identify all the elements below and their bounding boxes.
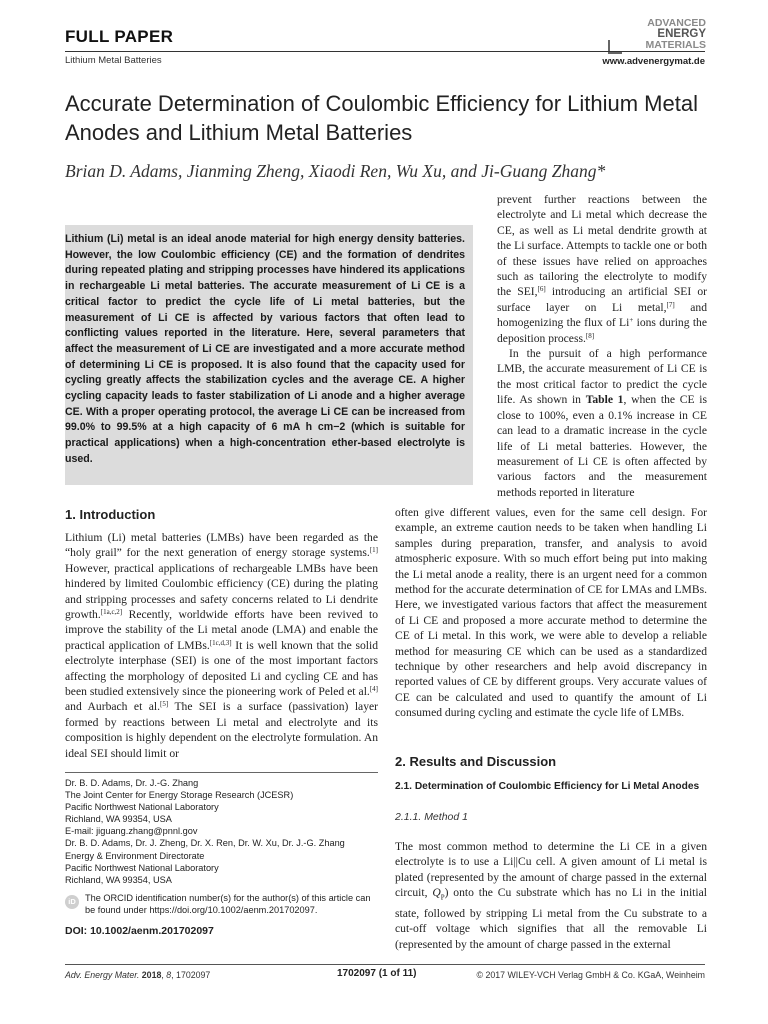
affiliation-line: Dr. B. D. Adams, Dr. J. Zheng, Dr. X. Ren, Dr. W. Xu, Dr. J.-G. Zhang <box>65 838 345 849</box>
affiliation-line: Richland, WA 99354, USA <box>65 874 172 885</box>
copyright-notice: © 2017 WILEY-VCH Verlag GmbH & Co. KGaA, Weinheim <box>476 970 705 980</box>
citation-link[interactable]: [7] <box>666 300 675 309</box>
logo-line-2: ENERGY <box>657 28 706 40</box>
table-reference-link[interactable]: Table 1 <box>585 393 624 407</box>
section-label: Lithium Metal Batteries <box>65 55 162 66</box>
citation-link[interactable]: [6] <box>537 285 546 294</box>
citation-link[interactable]: [1a,c,2] <box>100 608 123 617</box>
abstract-text: Lithium (Li) metal is an ideal anode material for high energy density batteries. However, the low Coulombic efficiency (CE) and the formation of dendrites during repeated plating and stripping processes have hindered its applications in rechargeable Li metal batteries. The accurate measurement of Li CE is a critical factor to predict the cycle life of Li metal batteries, but the measurement of Li CE is affected by various factors that often lead to conflicting values reported in the literature. Here, several parameters that affect the measurement of Li CE are investigated and a more accurate method of determining Li CE is proposed. It is also found that the capacity used for cycling greatly affects the stabilization cycles and the average CE. A higher cycling capacity leads to faster stabilization of Li anode and a higher average CE. With a proper operating protocol, the average Li CE can be increased from 99.0% to 99.5% at a high capacity of 6 mA h cm−2 (which is suitable for practical applications) when a high-concentration ether-based electrolyte is used. <box>65 233 465 465</box>
email-link[interactable]: E-mail: jiguang.zhang@pnnl.gov <box>65 826 198 837</box>
journal-url-link[interactable]: www.advenergymat.de <box>602 56 705 67</box>
right-column-top <box>497 192 707 500</box>
orcid-text[interactable]: The ORCID identification number(s) for the author(s) of this article can be found under https://doi.org/10.1002/aenm.201702097. <box>85 893 371 915</box>
footer-citation: Adv. Energy Mater. 2018, 8, 1702097 <box>65 970 211 980</box>
citation-link[interactable]: [8] <box>585 331 595 340</box>
paragraph: In the pursuit of a high performance LMB, the accurate measurement of Li CE is the most critical factor to predict the cycle life. As shown in Table 1, when the CE is close to 100%, even a 0.1% increase in CE can lead to a dramatic increase in the cycle life of Li metal batteries. However, the measurement of Li CE is often affected by various factors and the measurement methods reported in literature <box>497 347 707 499</box>
citation-link[interactable]: [5] <box>160 700 169 709</box>
section-heading-introduction: 1. Introduction <box>65 507 156 522</box>
section-heading-results: 2. Results and Discussion <box>395 754 557 769</box>
paragraph: prevent further reactions between the electrolyte and Li metal which decrease the CE, as well as Li metal dendrite growth at the Li surface. Attempts to tackle one or both of these issues have relied on approaches such as tailoring the electrolyte to modify the SEI,[6] introducing an artificial SEI or surface layer on Li metal,[7] and homogenizing the flux of Li+ ions during the deposition process.[8] <box>497 193 708 345</box>
article-type-label: FULL PAPER <box>65 27 174 46</box>
doi-link[interactable]: DOI: 10.1002/aenm.201702097 <box>65 925 214 937</box>
journal-logo <box>608 18 706 54</box>
affiliation-line: The Joint Center for Energy Storage Research (JCESR) <box>65 790 294 801</box>
affiliation-line: Pacific Northwest National Laboratory <box>65 802 219 813</box>
header-divider <box>65 51 705 52</box>
affiliation-divider <box>65 772 378 773</box>
affiliation-line: Dr. B. D. Adams, Dr. J.-G. Zhang <box>65 778 199 788</box>
introduction-paragraph: Lithium (Li) metal batteries (LMBs) have been regarded as the “holy grail” for the next generation of energy storage systems.[1] However, practical applications of rechargeable LMBs have been hindered by limited Coulombic efficiency (CE) during the plating and stripping processes and safety concerns related to Li dendrite growth.[1a,c,2] Recently, worldwide efforts have been revived to improve the stability of the Li metal anode (LMA) and enable the practical application of LMBs.[1c,d,3] It is well known that the solid electrolyte interphase (SEI) is one of the most important factors affecting the morphology of deposited Li and cycling CE and has been studied extensively since the pioneering work of Peled et al.[4] and Aurbach et al.[5] The SEI is a surface (passivation) layer formed by reactions between Li metal and electrolyte and its composition is highly dependent on the electrolyte formulation. An ideal SEI should limit or <box>65 531 379 760</box>
method1-paragraph: The most common method to determine the Li CE in a given electrolyte is to use a Li||Cu cell. A given amount of Li metal is plated (represented by the amount of charge passed in the external circuit, $Q_P$) onto the Cu substrate which has no Li in the initial state, followed by stripping Li metal from the Cu substrate to a cut-off voltage which signifies that all the removable Li (represented by the amount of charge passed in the external <box>395 840 707 951</box>
subsubsection-heading: 2.1.1. Method 1 <box>395 811 468 823</box>
orcid-icon: iD <box>65 895 79 909</box>
author-list: Brian D. Adams, Jianming Zheng, Xiaodi Ren, Wu Xu, and Ji-Guang Zhang* <box>65 161 606 181</box>
logo-line-1: ADVANCED <box>647 17 706 29</box>
paper-title: Accurate Determination of Coulombic Efficiency for Lithium Metal Anodes and Lithium Metal Batteries <box>65 91 698 145</box>
affiliations-block <box>65 777 380 886</box>
citation-link[interactable]: [1] <box>369 546 378 555</box>
logo-line-3: MATERIALS <box>645 39 706 51</box>
subsection-heading: 2.1. Determination of Coulombic Efficiency for Li Metal Anodes <box>395 781 700 792</box>
affiliation-line: Energy & Environment Directorate <box>65 850 205 861</box>
right-column-paragraph: often give different values, even for the same cell design. For example, an extreme caution needs to be taken when handling Li samples during preparation, transfer, and analysis to avoid atmospheric exposure. With so much effort being put into making the Li metal anode a reality, there is an urgent need for a common method for the accurate determination of CE for LMAs and LMBs. Here, we investigated various factors that affect the measurement of Li CE and proposed a more accurate method to determine the CE of Li metal. In this work, we were able to develop a reliable method for measuring CE which can be used as a standardized technique by other researchers and help avoid discrepancy in reported values of CE by different groups. Very accurate values of CE can be calculated and used to quantify the amount of Li consumed during cycling and estimate the cycle life of LMBs. <box>395 506 707 720</box>
footer-divider <box>65 964 705 965</box>
page-number: 1702097 (1 of 11) <box>337 968 417 979</box>
affiliation-line: Richland, WA 99354, USA <box>65 814 172 825</box>
citation-link[interactable]: [1c,d,3] <box>209 638 232 647</box>
citation-link[interactable]: [4] <box>369 685 378 694</box>
affiliation-line: Pacific Northwest National Laboratory <box>65 862 219 873</box>
